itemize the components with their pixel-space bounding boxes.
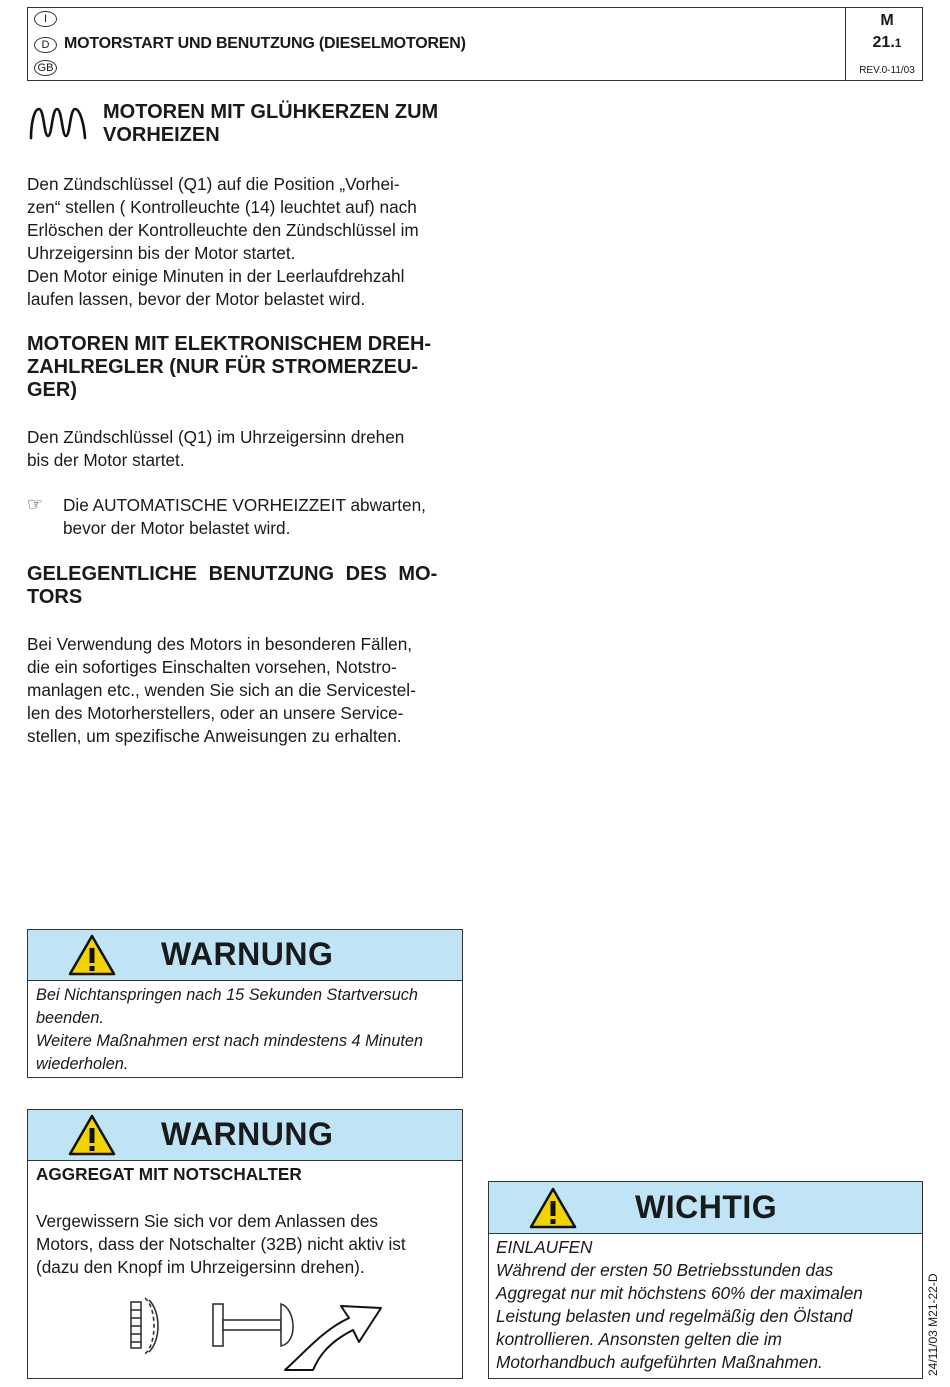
text-line: die ein sofortiges Einschalten vorsehen, Notstro- [27, 657, 397, 677]
header-divider [845, 8, 846, 80]
revision: REV.0-11/03 [859, 65, 915, 76]
text-line: Erlöschen der Kontrolleuchte den Zündschlüssel im [27, 220, 419, 240]
electronic-heading [27, 333, 461, 402]
pointing-hand-icon: ☞ [27, 494, 44, 514]
glow-plug-icon [28, 104, 88, 142]
occasional-paragraph [27, 633, 461, 748]
glow-heading-line: MOTOREN MIT GLÜHKERZEN ZUM [103, 101, 439, 123]
lang-badge-it: I [34, 11, 57, 27]
lang-badge-de: D [34, 37, 57, 53]
text-line: Den Motor einige Minuten in der Leerlaufdrehzahl [27, 266, 405, 286]
text-line: bis der Motor startet. [27, 450, 185, 470]
important-box [488, 1181, 923, 1379]
text-line: Den Zündschlüssel (Q1) im Uhrzeigersinn drehen [27, 427, 405, 447]
emergency-switch-rotate-illustration [123, 1286, 383, 1372]
text-line: (dazu den Knopf im Uhrzeigersinn drehen). [36, 1257, 365, 1277]
text-line: kontrollieren. Ansonsten gelten die im [496, 1329, 782, 1349]
text-line: Weitere Maßnahmen erst nach mindestens 4 Minuten [36, 1032, 424, 1050]
header-title: MOTORSTART UND BENUTZUNG (DIESELMOTOREN) [64, 35, 466, 52]
glow-paragraph [27, 173, 461, 311]
electronic-paragraph [27, 426, 461, 472]
warning-text [36, 1210, 456, 1279]
text-line: Bei Verwendung des Motors in besonderen Fällen, [27, 634, 413, 654]
text-line: Vergewissern Sie sich vor dem Anlassen des [36, 1211, 379, 1231]
text-line: Während der ersten 50 Betriebsstunden das [496, 1260, 834, 1280]
text-line: Den Zündschlüssel (Q1) auf die Position „Vorhei- [27, 174, 400, 194]
text-line: beenden. [36, 1009, 104, 1027]
text-line: len des Motorherstellers, oder an unsere Service- [27, 703, 404, 723]
heading-line: TORS [27, 586, 83, 608]
warning-title: WARNUNG [161, 936, 334, 972]
warning-triangle-icon [68, 1114, 116, 1156]
section-code: M [880, 12, 894, 29]
heading-line: MOTOREN MIT ELEKTRONISCHEM DREH- [27, 333, 432, 355]
text-line: stellen, um spezifische Anweisungen zu erhalten. [27, 726, 402, 746]
document-code: 24/11/03 M21-22-D [926, 1273, 940, 1376]
page-number [858, 34, 916, 52]
warning-header [28, 1110, 462, 1161]
glow-heading [103, 101, 483, 147]
electronic-note [63, 494, 463, 540]
warning-triangle-icon [68, 934, 116, 976]
occasional-heading [27, 563, 461, 609]
warning-subtitle: AGGREGAT MIT NOTSCHALTER [36, 1164, 302, 1184]
text-line: bevor der Motor belastet wird. [63, 518, 291, 538]
text-line: Motors, dass der Notschalter (32B) nicht aktiv ist [36, 1234, 406, 1254]
page-header [27, 7, 923, 81]
important-title: WICHTIG [635, 1189, 778, 1225]
text-line: laufen lassen, bevor der Motor belastet wird. [27, 289, 366, 309]
text-line: Leistung belasten und regelmäßig den Ölstand [496, 1306, 853, 1326]
heading-line: GELEGENTLICHE BENUTZUNG DES MO- [27, 563, 438, 585]
warning-text [36, 984, 456, 1076]
text-line: zen“ stellen ( Kontrolleuchte (14) leuchtet auf) nach [27, 197, 417, 217]
warning-title: WARNUNG [161, 1116, 334, 1152]
page-main: 21. [872, 34, 895, 51]
text-line: Uhrzeigersinn bis der Motor startet. [27, 243, 296, 263]
lang-badge-gb: GB [34, 60, 57, 76]
text-line: Aggregat nur mit höchstens 60% der maximalen [496, 1283, 863, 1303]
page-sub: 1 [894, 36, 902, 50]
important-text [496, 1236, 920, 1374]
text-line: wiederholen. [36, 1055, 129, 1073]
heading-line: GER) [27, 379, 77, 401]
glow-heading-line: VORHEIZEN [103, 124, 220, 146]
text-line: manlagen etc., wenden Sie sich an die Servicestel- [27, 680, 416, 700]
heading-line: ZAHLREGLER (NUR FÜR STROMERZEU- [27, 356, 419, 378]
warning-triangle-icon [529, 1187, 577, 1229]
text-line: EINLAUFEN [496, 1237, 593, 1257]
text-line: Bei Nichtanspringen nach 15 Sekunden Startversuch [36, 986, 418, 1004]
warning-header [28, 930, 462, 981]
text-line: Die AUTOMATISCHE VORHEIZZEIT abwarten, [63, 495, 426, 515]
text-line: Motorhandbuch aufgeführten Maßnahmen. [496, 1352, 823, 1372]
warning-box [27, 929, 463, 1078]
warning-box-emergency [27, 1109, 463, 1379]
important-header [489, 1182, 922, 1234]
